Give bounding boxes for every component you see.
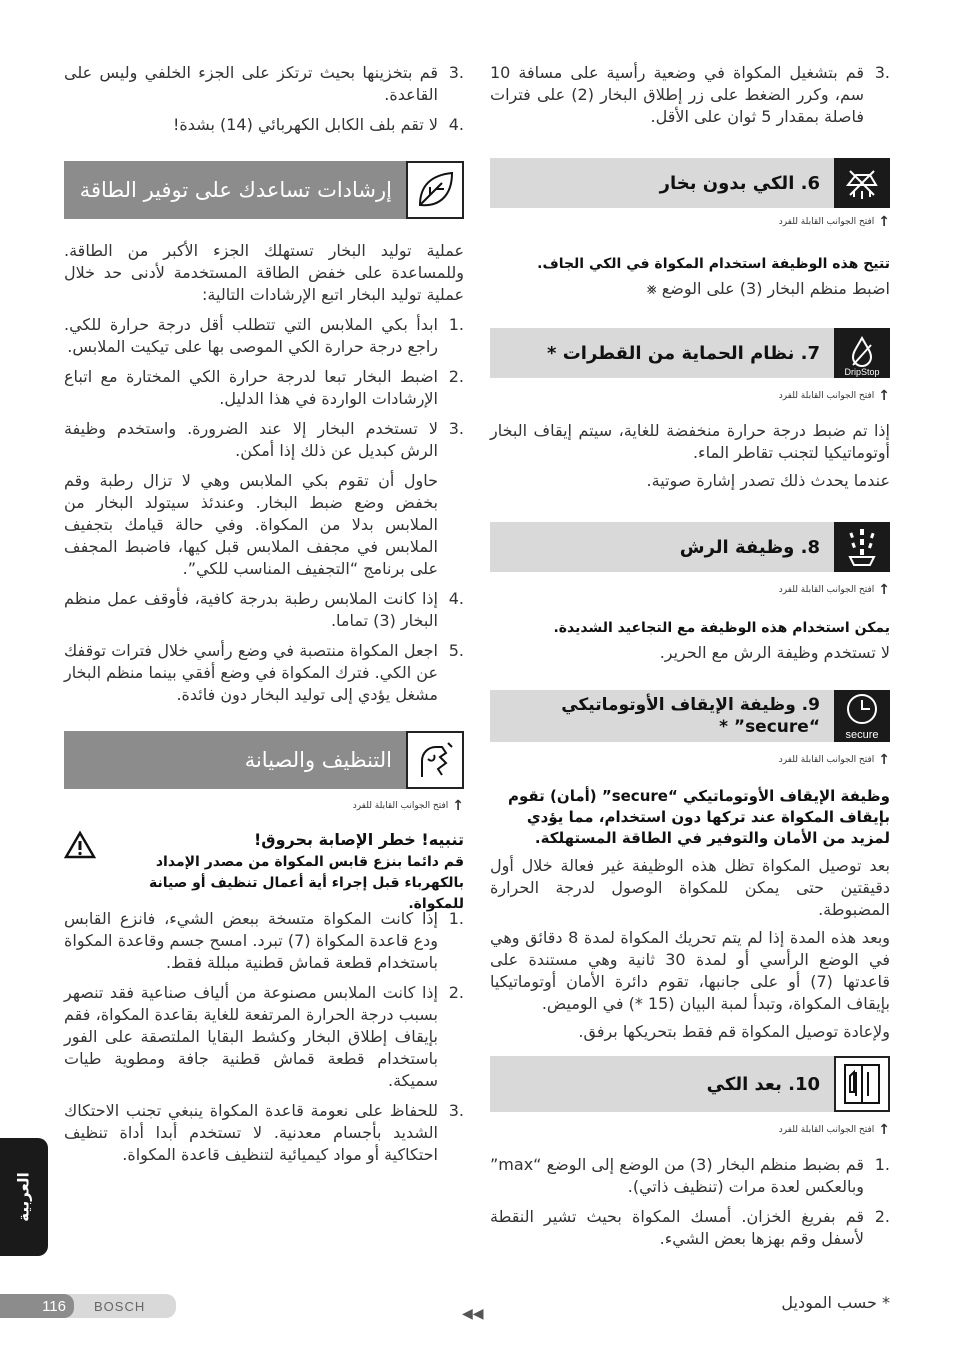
page-number: 116	[0, 1294, 74, 1318]
warning-icon	[64, 830, 96, 915]
unfold-note: ↑ افتح الجوانب القابلة للفرد	[778, 752, 890, 768]
arrow-up-icon: ↑	[878, 582, 890, 598]
list-item: 4. إذا كانت الملابس رطبة بدرجة كافية، فأوقف عمل منظم البخار (3) تماما.	[64, 589, 464, 630]
list-item: 1. قم بضبط منظم البخار (3) من الوضع إلى الوضع “max” وبالعكس لعدة مرات (تنظيف ذاتي).	[490, 1155, 890, 1196]
cleaning-warning: تنبيه! خطر الإصابة بحروق! قم دائما بنزع قابس المكواة من مصدر الإمداد بالكهرباء قبل إجراء أية أعمال تنظيف أو صيانة للمكواة.	[64, 830, 464, 915]
section-9-body: وظيفة الإيقاف الأوتوماتيكي “secure” (أمان) تقوم بإيقاف المكواة عند تركها دون استخدام، مما يؤدي لمزيد من الأمان والتوفير في الطاقة المستهلكة. بعد توصيل المكواة تظل هذه الوظيفة غير فعالة خلال أول دقيقتين حتى يمكن للمكواة الوصول لدرجة الحرارة المضبوطة. وبعد هذه المدة إذا لم يتم تحريك المكواة لمدة 8 دقائق وهي في الوضع الرأسي أو لمدة 30 ثانية وهي مستندة على قاعدتها (7) أو على جانبها، تقوم دائرة الأمان أوتوماتيكيا بإيقاف المكواة، وتبدأ لمبة البيان (15 *) في الوميض. ولإعادة توصيل المكواة قم فقط بتحريكها برفق.	[490, 787, 891, 1041]
energy-section-body: عملية توليد البخار تستهلك الجزء الأكبر من الطاقة. وللمساعدة على خفض الطاقة المستخدمة لأدنى حد خلال عملية توليد البخار اتبع الإرشادات التالية: 1. ابدأ بكي الملابس التي تتطلب أقل درجة حرارة للكي. راجع درجة حرارة الكي الموصى بها على تيكيت الملابس. 2. اضبط البخار تبعا لدرجة حرارة الكي المختارة مع اتباع الإرشادات الواردة في هذا الدليل. 3. لا تستخدم البخار إلا عند الضرورة. واستخدم وظيفة الرش كبديل عن ذلك إذا أمكن. حاول أن تقوم بكي الملابس وهي لا تزال رطبة وقم بخفض وضع ضبط البخار. وعندئذ سيتولد البخار من الملابس بدلا من المكواة. وفي حالة قيامك بتجفيف الملابس في مجفف الملابس قبل كيها، فاضبط المجفف على برنامج “التجفيف المناسب للكي”. 4. إذا كانت الملابس رطبة بدرجة كافية، فأوقف عمل منظم البخار (3) تماما. 5. اجعل المكواة منتصبة في وضع رأسي خلال فترات توقفك عن الكي. فترك المكواة في وضع أفقي بينما منظم البخار مشغل يؤدي إلى توليد البخار دون فائدة.	[64, 241, 464, 704]
cleaning-section-header: التنظيف والصيانة	[64, 731, 464, 789]
list-item: 2. إذا كانت الملابس مصنوعة من ألياف صناعية فقد تنصهر بسبب درجة الحرارة المرتفعة للغاية بقاعدة المكواة، فقم بإيقاف إطلاق البخار وكشط البقايا الملتصقة على الفور باستخدام قطعة قماش قطنية جافة ومطوية طيات سميكة.	[64, 983, 464, 1090]
arrow-up-icon: ↑	[452, 798, 464, 814]
cleaning-hand-icon	[406, 731, 464, 789]
dripstop-icon: DripStop	[834, 328, 890, 378]
section-8-header: 8. وظيفة الرش	[490, 522, 890, 572]
secure-clock-icon: secure	[834, 690, 890, 742]
unfold-note: ↑ افتح الجوانب القابلة للفرد	[352, 798, 464, 814]
unfold-note: ↑ افتح الجوانب القابلة للفرد	[778, 1122, 890, 1138]
energy-section-header: إرشادات تساعدك على توفير الطاقة	[64, 161, 464, 219]
no-steam-setting-icon: ⨳	[646, 279, 657, 298]
arrow-up-icon: ↑	[878, 388, 890, 404]
no-steam-icon	[834, 158, 890, 208]
unfold-note: ↑ افتح الجوانب القابلة للفرد	[778, 214, 890, 230]
section-10-header: 10. بعد الكي	[490, 1056, 890, 1112]
language-tab: العربية	[0, 1138, 48, 1256]
section-9-header: secure 9. وظيفة الإيقاف الأوتوماتيكي “secure” *	[490, 690, 890, 742]
section-7-header: DripStop 7. نظام الحماية من القطرات *	[490, 328, 890, 378]
section-6-body: تتيح هذه الوظيفة استخدام المكواة في الكي الجاف. اضبط منظم البخار (3) على الوضع ⨳	[537, 256, 890, 298]
prev-page-icon: ◀◀	[462, 1306, 484, 1322]
list-item: 1. ابدأ بكي الملابس التي تتطلب أقل درجة حرارة للكي. راجع درجة حرارة الكي الموصى بها على تيكيت الملابس.	[64, 315, 464, 356]
spray-icon	[834, 522, 890, 572]
list-item: 2. اضبط البخار تبعا لدرجة حرارة الكي المختارة مع اتباع الإرشادات الواردة في هذا الدليل.	[64, 367, 464, 408]
section-6-header: 6. الكي بدون بخار	[490, 158, 890, 208]
cleaning-list	[64, 908, 464, 1174]
section-10-body	[490, 1154, 890, 1258]
section-8-body: يمكن استخدام هذه الوظيفة مع التجاعيد الشديدة. لا تستخدم وظيفة الرش مع الحرير.	[553, 620, 890, 662]
arrow-up-icon: ↑	[878, 1122, 890, 1138]
unfold-note: ↑ افتح الجوانب القابلة للفرد	[778, 388, 890, 404]
section-7-body: إذا تم ضبط درجة حرارة منخفضة للغاية، سيتم إيقاف البخار أوتوماتيكيا لتجنب تقاطر الماء. عندما يحدث ذلك تصدر إشارة صوتية.	[490, 421, 890, 490]
unfold-note: ↑ افتح الجوانب القابلة للفرد	[778, 582, 890, 598]
wardrobe-icon	[834, 1056, 890, 1112]
list-item: 3. لا تستخدم البخار إلا عند الضرورة. واستخدم وظيفة الرش كبديل عن ذلك إذا أمكن.	[64, 419, 464, 460]
leaf-icon	[406, 161, 464, 219]
left-top-list	[64, 62, 464, 144]
list-item: 2. قم بفريغ الخزان. أمسك المكواة بحيث تشير النقطة لأسفل وقم بهزها بعض الشيء.	[490, 1207, 890, 1248]
list-item: 4. لا تقم بلف الكابل الكهربائي (14) بشدة!	[173, 115, 464, 134]
footnote: * حسب الموديل	[781, 1293, 890, 1312]
right-column	[490, 62, 890, 136]
arrow-up-icon: ↑	[878, 214, 890, 230]
brand: BOSCH	[94, 1298, 146, 1314]
list-item: 3. قم بتشغيل المكواة في وضعية رأسية على مسافة 10 سم، وكرر الضغط على زر إطلاق البخار (2) على فترات فاصلة بمقدار 5 ثوان على الأقل.	[490, 63, 890, 126]
list-item: 5. اجعل المكواة منتصبة في وضع رأسي خلال فترات توقفك عن الكي. فترك المكواة في وضع أفقي بينما منظم البخار مشغل يؤدي إلى توليد البخار دون فائدة.	[64, 641, 464, 704]
arrow-up-icon: ↑	[878, 752, 890, 768]
list-item: 3. للحفاظ على نعومة قاعدة المكواة ينبغي تجنب الاحتكاك الشديد بأجسام معدنية. لا تستخدم أبدا أداة تنظيف احتكاكية أو مواد كيميائية لتنظيف قاعدة المكواة.	[64, 1101, 464, 1164]
footer-bar	[0, 1294, 176, 1318]
list-item: 1. إذا كانت المكواة متسخة ببعض الشيء، فانزع القابس ودع قاعدة المكواة (7) تبرد. امسح جسم وقاعدة المكواة باستخدام قطعة قماش قطنية مبللة فقط.	[64, 909, 464, 972]
list-item: 3. قم بتخزينها بحيث ترتكز على الجزء الخلفي وليس على القاعدة.	[64, 63, 464, 104]
